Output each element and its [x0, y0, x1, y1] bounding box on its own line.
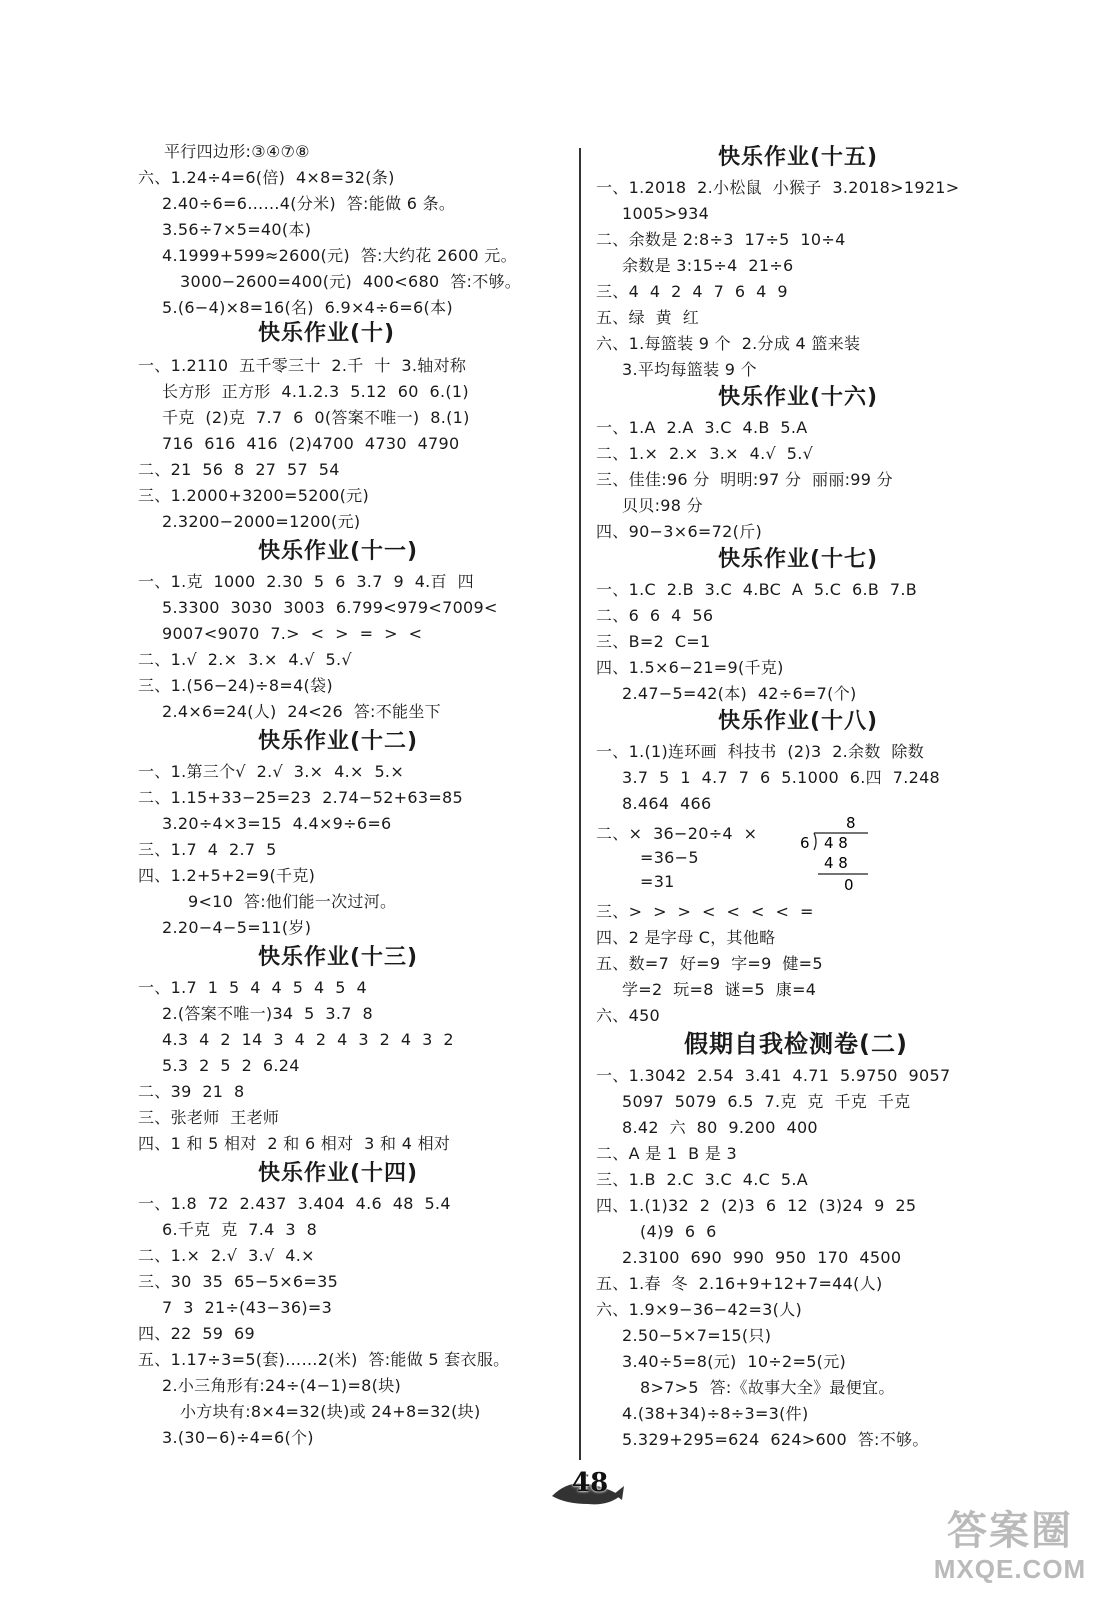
- answer-line: 一、1.A 2.A 3.C 4.B 5.A: [596, 418, 808, 437]
- answer-line: 平行四边形:③④⑦⑧: [164, 142, 310, 161]
- answer-line: 三、B=2 C=1: [596, 632, 711, 651]
- answer-line: 二、1.15+33−25=23 2.74−52+63=85: [138, 788, 464, 807]
- answer-line: 一、1.7 1 5 4 4 5 4 5 4: [138, 978, 367, 997]
- answer-line: 四、1.(1)32 2 (2)3 6 12 (3)24 9 25: [596, 1196, 917, 1215]
- answer-line: 四、1.2+5+2=9(千克): [138, 866, 316, 885]
- answer-line: 7 3 21÷(43−36)=3: [162, 1298, 333, 1317]
- answer-line: 二、21 56 8 27 57 54: [138, 460, 340, 479]
- answer-line: 2.47−5=42(本) 42÷6=7(个): [622, 684, 857, 703]
- section-heading: 快乐作业(十三): [258, 945, 419, 970]
- answer-line: 五、1.17÷3=5(套)……2(米) 答:能做 5 套衣服。: [138, 1350, 510, 1369]
- answer-line: 1005>934: [622, 204, 710, 223]
- answer-line: 4.3 4 2 14 3 4 2 4 3 2 4 3 2: [162, 1030, 454, 1049]
- watermark-bottom: MXQE.COM: [933, 1554, 1087, 1584]
- answer-line: 小方块有:8×4=32(块)或 24+8=32(块): [180, 1402, 481, 1421]
- division-quotient: 8: [846, 814, 856, 832]
- page-number: 48: [572, 1468, 609, 1498]
- section-heading: 快乐作业(十二): [258, 729, 419, 754]
- answer-line: 千克 (2)克 7.7 6 0(答案不唯一) 8.(1): [162, 408, 470, 427]
- answer-line: 余数是 3:15÷4 21÷6: [622, 256, 794, 275]
- answer-line: 五、数=7 好=9 字=9 健=5: [596, 954, 823, 973]
- answer-line: 三、4 4 2 4 7 6 4 9: [596, 282, 788, 301]
- answer-line: 3.40÷5=8(元) 10÷2=5(元): [622, 1352, 847, 1371]
- answer-line: (4)9 6 6: [640, 1222, 717, 1241]
- answer-line: 8.42 六 80 9.200 400: [622, 1118, 818, 1137]
- section-heading: 快乐作业(十五): [718, 145, 879, 170]
- answer-line: 3000−2600=400(元) 400<680 答:不够。: [180, 272, 522, 291]
- answer-line: =36−5: [640, 848, 699, 867]
- answer-line: 六、1.9×9−36−42=3(人): [596, 1300, 803, 1319]
- answer-line: 三、> > > < < < < =: [596, 902, 814, 921]
- answer-line: 3.7 5 1 4.7 7 6 5.1000 6.四 7.248: [622, 768, 941, 787]
- answer-line: 二、余数是 2:8÷3 17÷5 10÷4: [596, 230, 846, 249]
- answer-line: 2.(答案不唯一)34 5 3.7 8: [162, 1004, 374, 1023]
- answer-line: 一、1.(1)连环画 科技书 (2)3 2.余数 除数: [596, 742, 925, 761]
- answer-line: 9<10 答:他们能一次过河。: [188, 892, 397, 911]
- answer-line: 一、1.3042 2.54 3.41 4.71 5.9750 9057: [596, 1066, 951, 1085]
- answer-line: 二、× 36−20÷4 ×: [596, 824, 758, 843]
- answer-line: 六、1.每篮装 9 个 2.分成 4 篮来装: [596, 334, 861, 353]
- section-heading: 快乐作业(十七): [718, 547, 879, 572]
- answer-line: 长方形 正方形 4.1.2.3 5.12 60 6.(1): [162, 382, 469, 401]
- section-heading: 假期自我检测卷(二): [684, 1030, 908, 1058]
- answer-line: 5.3300 3030 3003 6.799<979<7009<: [162, 598, 498, 617]
- answer-line: 四、1 和 5 相对 2 和 6 相对 3 和 4 相对: [138, 1134, 451, 1153]
- answer-line: 五、1.春 冬 2.16+9+12+7=44(人): [596, 1274, 883, 1293]
- answer-line: 三、佳佳:96 分 明明:97 分 丽丽:99 分: [596, 470, 893, 489]
- answer-line: 学=2 玩=8 谜=5 康=4: [622, 980, 817, 999]
- answer-line: 一、1.C 2.B 3.C 4.BC A 5.C 6.B 7.B: [596, 580, 918, 599]
- section-heading: 快乐作业(十): [258, 321, 396, 346]
- answer-line: 二、6 6 4 56: [596, 606, 714, 625]
- answer-line: 2.20−4−5=11(岁): [162, 918, 312, 937]
- answer-line: 3.20÷4×3=15 4.4×9÷6=6: [162, 814, 392, 833]
- answer-line: 4.1999+599≈2600(元) 答:大约花 2600 元。: [162, 246, 517, 265]
- answer-line: 四、1.5×6−21=9(千克): [596, 658, 784, 677]
- answer-line: 三、1.(56−24)÷8=4(袋): [138, 676, 333, 695]
- answer-line: 五、绿 黄 红: [596, 308, 700, 327]
- answer-line: 716 616 416 (2)4700 4730 4790: [162, 434, 460, 453]
- answer-line: 二、39 21 8: [138, 1082, 245, 1101]
- answer-line: 5.3 2 5 2 6.24: [162, 1056, 300, 1075]
- answer-line: 2.3200−2000=1200(元): [162, 512, 361, 531]
- watermark-logo: [920, 1508, 1100, 1592]
- answer-line: 5097 5079 6.5 7.克 克 千克 千克: [622, 1092, 911, 1111]
- answer-line: =31: [640, 872, 675, 891]
- division-divisor: 6: [800, 834, 810, 852]
- division-product: 4 8: [824, 854, 848, 872]
- answer-line: 六、1.24÷4=6(倍) 4×8=32(条): [138, 168, 395, 187]
- section-heading: 快乐作业(十六): [718, 385, 879, 410]
- division-remainder: 0: [844, 876, 854, 894]
- answer-line: 二、1.√ 2.× 3.× 4.√ 5.√: [138, 650, 352, 669]
- answer-line: 9007<9070 7.> < > = > <: [162, 624, 423, 643]
- answer-line: 一、1.克 1000 2.30 5 6 3.7 9 4.百 四: [138, 572, 474, 591]
- answer-line: 三、30 35 65−5×6=35: [138, 1272, 339, 1291]
- answer-line: 2.40÷6=6……4(分米) 答:能做 6 条。: [162, 194, 456, 213]
- answer-line: 5.329+295=624 624>600 答:不够。: [622, 1430, 929, 1449]
- answer-line: 3.平均每篮装 9 个: [622, 360, 757, 379]
- answer-line: 三、张老师 王老师: [138, 1108, 280, 1127]
- answer-line: 贝贝:98 分: [622, 496, 703, 515]
- answer-line: 2.小三角形有:24÷(4−1)=8(块): [162, 1376, 402, 1395]
- answer-line: 四、22 59 69: [138, 1324, 256, 1343]
- answer-line: 2.4×6=24(人) 24<26 答:不能坐下: [162, 702, 441, 721]
- answer-line: 3.(30−6)÷4=6(个): [162, 1428, 314, 1447]
- answer-line: 一、1.2018 2.小松鼠 小猴子 3.2018>1921>: [596, 178, 960, 197]
- answer-line: 三、1.B 2.C 3.C 4.C 5.A: [596, 1170, 808, 1189]
- answer-line: 2.50−5×7=15(只): [622, 1326, 772, 1345]
- answer-line: 5.(6−4)×8=16(名) 6.9×4÷6=6(本): [162, 298, 453, 317]
- answer-line: 三、1.2000+3200=5200(元): [138, 486, 370, 505]
- answer-line: 一、1.2110 五千零三十 2.千 十 3.轴对称: [138, 356, 467, 375]
- answer-line: 四、2 是字母 C，其他略: [596, 928, 776, 947]
- answer-line: 3.56÷7×5=40(本): [162, 220, 312, 239]
- answer-line: 三、1.7 4 2.7 5: [138, 840, 277, 859]
- division-dividend: 4 8: [824, 834, 848, 852]
- answer-line: 8.464 466: [622, 794, 712, 813]
- answer-line: 四、90−3×6=72(斤): [596, 522, 762, 541]
- answer-line: 二、A 是 1 B 是 3: [596, 1144, 737, 1163]
- answer-line: 二、1.× 2.× 3.× 4.√ 5.√: [596, 444, 814, 463]
- section-heading: 快乐作业(十八): [718, 709, 879, 734]
- answer-line: 二、1.× 2.√ 3.√ 4.×: [138, 1246, 315, 1265]
- long-division: [788, 812, 878, 898]
- answer-line: 8>7>5 答:《故事大全》最便宜。: [640, 1378, 895, 1397]
- answer-line: 一、1.第三个√ 2.√ 3.× 4.× 5.×: [138, 762, 405, 781]
- answer-line: 六、450: [596, 1006, 661, 1025]
- section-heading: 快乐作业(十四): [258, 1161, 419, 1186]
- watermark-top: 答案圈: [947, 1509, 1073, 1553]
- answer-line: 6.千克 克 7.4 3 8: [162, 1220, 318, 1239]
- column-divider: [579, 148, 581, 1460]
- answer-line: 2.3100 690 990 950 170 4500: [622, 1248, 902, 1267]
- answer-line: 4.(38+34)÷8÷3=3(件): [622, 1404, 809, 1423]
- answer-line: 一、1.8 72 2.437 3.404 4.6 48 5.4: [138, 1194, 451, 1213]
- section-heading: 快乐作业(十一): [258, 539, 419, 564]
